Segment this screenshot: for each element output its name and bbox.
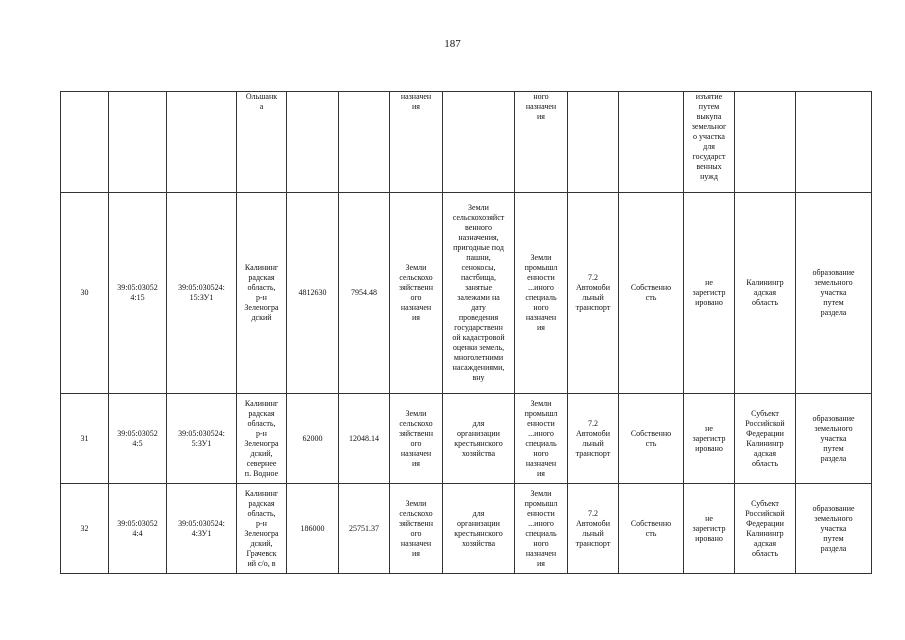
cell-cadastral-number: 39:05:03052 4:4 — [109, 484, 167, 574]
cell-area-total: 186000 — [287, 484, 339, 574]
cell-new-category: Земли промышл енности ...иного специаль ного назначен ия — [515, 484, 568, 574]
cell-right-type: Собственно сть — [619, 394, 684, 484]
cell-right-type: Собственно сть — [619, 484, 684, 574]
cell-permitted-use: Земли сельскохозяйст венного назначения, пригодные под пашни, сенокосы, пастбища, занятые залежами на дату проведения государственн ой кадастровой оценки земель, многолетними насаждениями, вну — [443, 193, 515, 394]
table-row — [61, 193, 872, 394]
cell-new-plot-number — [167, 92, 237, 193]
cell-cadastral-number — [109, 92, 167, 193]
cell-new-use: 7.2 Автомоби льный транспорт — [568, 394, 619, 484]
cell-area-total — [287, 92, 339, 193]
page-number: 187 — [444, 38, 461, 50]
cell-num: 30 — [61, 193, 109, 394]
cell-owner: Субъект Российской Федерации Калинингр адская область — [735, 484, 796, 574]
cell-permitted-use — [443, 92, 515, 193]
cell-area-part — [339, 92, 390, 193]
cell-owner: Калинингр адская область — [735, 193, 796, 394]
cell-location: Калининг радская область, р-н Зеленогра дский, Грачевск ий с/о, в — [237, 484, 287, 574]
cell-location: Калининг радская область, р-н Зеленогра дский, севернее п. Водное — [237, 394, 287, 484]
cell-owner: Субъект Российской Федерации Калинингр адская область — [735, 394, 796, 484]
cell-location: Ольшанк а — [237, 92, 287, 193]
cell-encumbrance: не зарегистр ировано — [684, 484, 735, 574]
cell-purpose: образование земельного участка путем раздела — [796, 484, 872, 574]
cell-num: 31 — [61, 394, 109, 484]
cell-num: 32 — [61, 484, 109, 574]
cell-category: назначен ия — [390, 92, 443, 193]
cell-encumbrance: не зарегистр ировано — [684, 193, 735, 394]
table-row — [61, 394, 872, 484]
cell-area-part: 7954.48 — [339, 193, 390, 394]
cell-area-total: 4812630 — [287, 193, 339, 394]
cell-right-type — [619, 92, 684, 193]
cell-new-plot-number: 39:05:030524: 15:ЗУ1 — [167, 193, 237, 394]
cell-new-category: Земли промышл енности ...иного специаль ного назначен ия — [515, 394, 568, 484]
cell-category: Земли сельскохо зяйственн ого назначен ия — [390, 484, 443, 574]
cell-cadastral-number: 39:05:03052 4:5 — [109, 394, 167, 484]
cell-purpose — [796, 92, 872, 193]
cell-new-use: 7.2 Автомоби льный транспорт — [568, 193, 619, 394]
cell-new-plot-number: 39:05:030524: 4:ЗУ1 — [167, 484, 237, 574]
cell-permitted-use: для организации крестьянского хозяйства — [443, 484, 515, 574]
cell-area-total: 62000 — [287, 394, 339, 484]
land-registry-table — [60, 91, 872, 574]
cell-encumbrance: изъятие путем выкупа земельног о участка для государст венных нужд — [684, 92, 735, 193]
cell-encumbrance: не зарегистр ировано — [684, 394, 735, 484]
cell-area-part: 12048.14 — [339, 394, 390, 484]
cell-category: Земли сельскохо зяйственн ого назначен ия — [390, 394, 443, 484]
cell-owner — [735, 92, 796, 193]
cell-num — [61, 92, 109, 193]
table-row — [61, 484, 872, 574]
cell-new-category: Земли промышл енности ...иного специаль ного назначен ия — [515, 193, 568, 394]
cell-purpose: образование земельного участка путем раздела — [796, 394, 872, 484]
cell-area-part: 25751.37 — [339, 484, 390, 574]
cell-purpose: образование земельного участка путем раздела — [796, 193, 872, 394]
cell-new-plot-number: 39:05:030524: 5:ЗУ1 — [167, 394, 237, 484]
cell-permitted-use: для организации крестьянского хозяйства — [443, 394, 515, 484]
cell-new-use: 7.2 Автомоби льный транспорт — [568, 484, 619, 574]
cell-location: Калининг радская область, р-н Зеленогра дский — [237, 193, 287, 394]
cell-new-use — [568, 92, 619, 193]
cell-right-type: Собственно сть — [619, 193, 684, 394]
table-row — [61, 92, 872, 193]
cell-new-category: ного назначен ия — [515, 92, 568, 193]
cell-cadastral-number: 39:05:03052 4:15 — [109, 193, 167, 394]
cell-category: Земли сельскохо зяйственн ого назначен ия — [390, 193, 443, 394]
